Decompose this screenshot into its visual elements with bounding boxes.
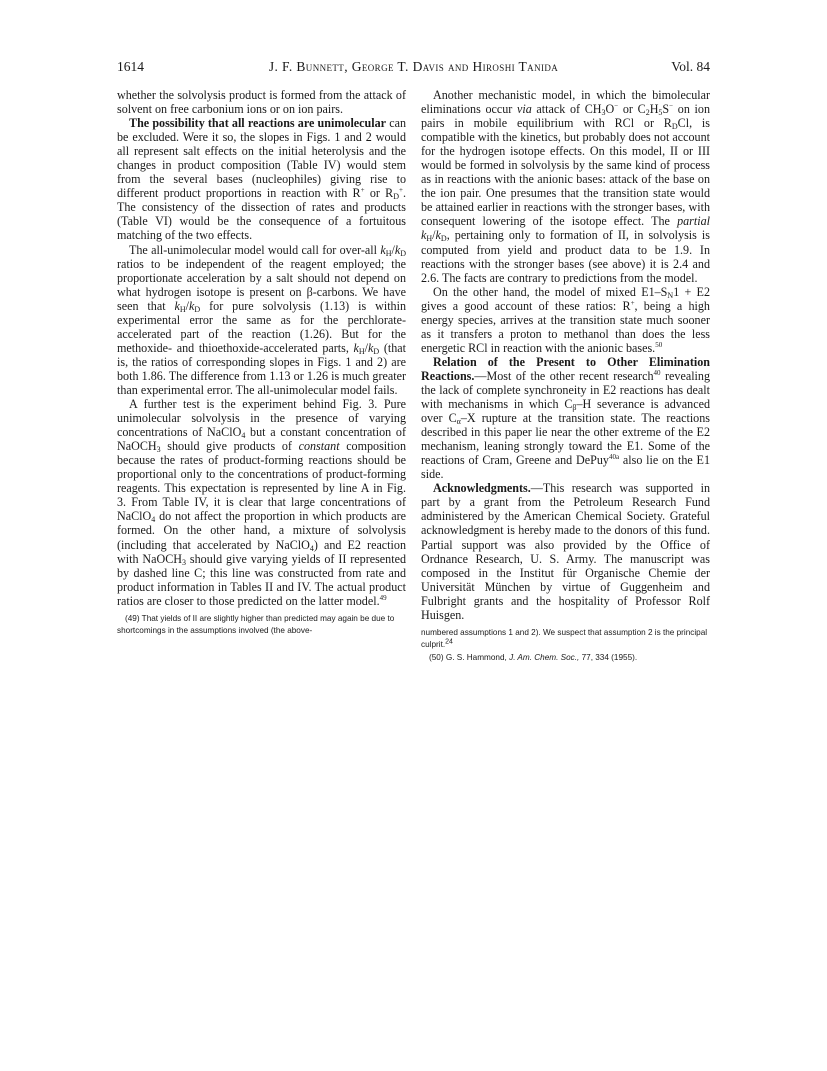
running-header xyxy=(117,59,710,79)
paragraph: Another mechanistic model, in which the bimolecular eliminations occur via attack of $CH_3O^-$ or $C_2H_5S^-$ on ion pairs in mobile equilibrium with RCl or $R_DCl$, is compatible with the kinetics, but probably does not account for the hydrogen isotope effects. On this model, II or III would be formed in solvolysis by the same kind of process as in reactions with the anionic bases: attack of the base on the ion pair. One presumes that the transition state would be attained earlier in reactions with the stronger bases, with consequent lowering of the isotope effect. The partial $k_H/k_D$, pertaining only to formation of II, in solvolysis is computed from yield and product data to be 1.9. In reactions with the stronger bases (see above) it is 2.4 and 2.6. The facts are contrary to predictions from the model. xyxy=(421,88,711,285)
paragraph: Relation of the Present to Other Elimination Reactions.—Most of the other recent research$^{40}$ revealing the lack of complete synchroneity in E2 reactions has dealt with mechanisms in which $C_\beta-H$ severance is advanced over $C_\alpha-X$ rupture at the transition state. The reactions described in this paper lie near the other extreme of the E2 mechanism, leaning strongly toward the E1. Some of the reactions of Cram, Greene and DePuy$^{40a}$ also lie on the E1 side. xyxy=(421,354,711,482)
footnotes xyxy=(421,627,710,665)
left-column xyxy=(117,88,406,638)
paragraph: whether the solvolysis product is formed from the attack of solvent on free carbonium ions or on ion pairs. xyxy=(117,88,406,117)
footnote-ref: 40 xyxy=(653,368,661,377)
page-number: 1614 xyxy=(117,59,144,74)
footnote-continuation: numbered assumptions 1 and 2). We suspect that assumption 2 is the principal culprit.$^{24}$ xyxy=(421,627,708,650)
footnote-ref: 40a xyxy=(608,453,620,462)
paragraph: The possibility that all reactions are unimolecular can be excluded. Were it so, the slopes in Figs. 1 and 2 would all represent salt effects on the initial heterolysis and the changes in product composition (Table IV) would stem from the several bases (nucleophiles) giving rise to different product proportions in reaction with R+ or $R_D^+$. The consistency of the dissection of rates and products (Table VI) would be the consequence of a fortuitous matching of the two effects. xyxy=(117,116,406,243)
volume-label: Vol. 84 xyxy=(671,59,710,74)
section-heading: Acknowledgments. xyxy=(433,481,531,496)
paragraph: On the other hand, the model of mixed $E1-S_N1 + E2$ gives a good account of these ratios: R+, being a high energy species, arrives at the transition state much sooner as it transfers a proton to methanol than does the less energetic RCl in reaction with the anionic bases.$^{50}$ xyxy=(421,284,710,355)
paragraph-lead: The possibility that all reactions are unimolecular xyxy=(129,116,387,131)
right-column xyxy=(421,88,710,664)
footnotes xyxy=(117,613,406,638)
footnote-49: (49) That yields of II are slightly higher than predicted may again be due to shortcomings in the assumptions involved (the above- xyxy=(117,613,395,636)
paragraph: Acknowledgments.—This research was supported in part by a grant from the Petroleum Research Fund administered by the American Chemical Society. Grateful acknowledgment is hereby made to the donors of this fund. Partial support was also provided by the Office of Ordnance Research, U. S. Army. The manuscript was composed in the Institut für Organische Chemie der Universität München by virtue of Guggenheim and Fulbright grants and the hospitality of Professor Rolf Huisgen. xyxy=(421,481,710,622)
footnote-ref: 49 xyxy=(379,593,387,602)
footnote-50: (50) G. S. Hammond, J. Am. Chem. Soc., 77, 334 (1955). xyxy=(429,652,638,662)
paragraph: The all-unimolecular model would call for over-all $k_H/k_D$ ratios to be independent of the reagent employed; the proportionate acceleration by a salt should not depend on what hydrogen isotope is present on β-carbons. We have seen that $k_H/k_D$ for pure solvolysis (1.13) is within experimental error the same as for the perchlorate-accelerated part of the reaction (1.26). But for the methoxide- and thioethoxide-accelerated parts, $k_H/k_D$ (that is, the ratios of corresponding slopes in Figs. 1 and 2) are both 1.86. The difference from 1.13 or 1.26 is much greater than experimental error. The all-unimolecular model fails. xyxy=(117,242,407,397)
running-authors: J. F. Bunnett, George T. Davis and Hiroshi Tanida xyxy=(268,59,559,74)
footnote-ref: 50 xyxy=(655,340,663,349)
paragraph: A further test is the experiment behind Fig. 3. Pure unimolecular solvolysis in the presence of varying concentrations of NaClO$_4$ but a constant concentration of NaOCH$_3$ should give products of constant composition because the rates of product-forming reactions should be proportional only to the concentrations of product-forming reagents. This expectation is represented by line A in Fig. 3. From Table IV, it is clear that large concentrations of NaClO$_4$ do not affect the proportion in which products are formed. On the other hand, a mixture of solvolysis (including that accelerated by NaClO$_4$) and E2 reaction with NaOCH$_3$ should give varying yields of II represented by dashed line C; this line was constructed from rate and product information in Tables II and IV. The actual product ratios are closer to those predicted on the latter model.$^{49}$ xyxy=(117,397,406,608)
section-heading: Relation of the Present to Other Elimination Reactions. xyxy=(421,354,710,383)
